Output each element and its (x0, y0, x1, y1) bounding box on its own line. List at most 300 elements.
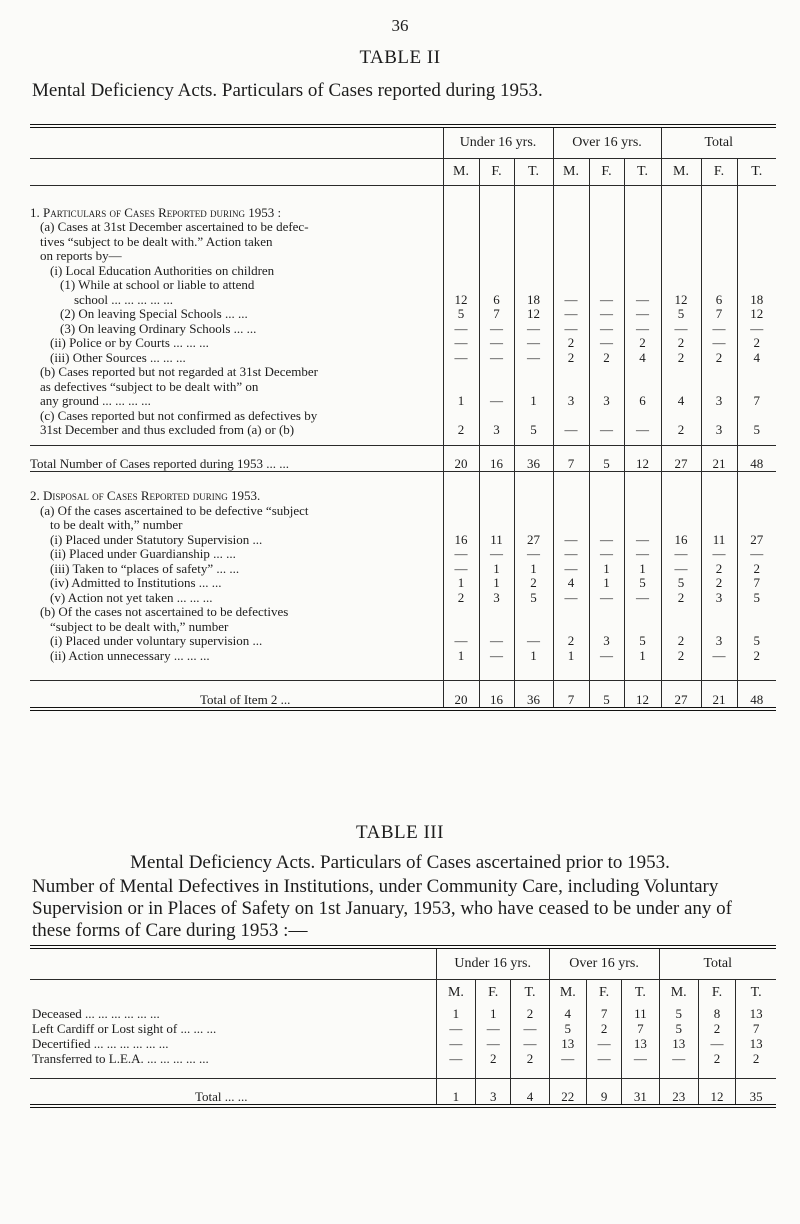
table-cell: 12 (624, 445, 661, 471)
group-header-under-16: Under 16 yrs. (436, 947, 549, 980)
table-ii (30, 124, 776, 711)
table-cell (443, 365, 479, 380)
column-header: T. (737, 159, 776, 186)
table-row (30, 634, 776, 649)
table-cell: 13 (659, 1036, 698, 1051)
table-cell (514, 278, 553, 293)
table-cell: 5 (514, 590, 553, 605)
table-cell: 3 (589, 394, 624, 409)
table-row (30, 263, 776, 278)
table-cell: 5 (661, 576, 701, 591)
table-cell: 7 (737, 576, 776, 591)
table-cell (661, 278, 701, 293)
table-cell: 5 (624, 634, 661, 649)
table-cell: 1 (514, 648, 553, 663)
table-cell: 5 (737, 590, 776, 605)
table-cell: 31 (622, 1078, 659, 1106)
table-cell: 5 (624, 576, 661, 591)
table-row (30, 648, 776, 663)
column-header: F. (701, 159, 737, 186)
table-cell: 2 (443, 590, 479, 605)
table-cell: 1 (443, 648, 479, 663)
table-cell: — (589, 336, 624, 351)
table-cell: 12 (514, 307, 553, 322)
column-header: F. (476, 980, 511, 1007)
group-header-total: Total (661, 126, 776, 159)
table-cell: 1 (514, 394, 553, 409)
table-cell (479, 192, 514, 220)
table-cell: — (698, 1036, 735, 1051)
table-cell: 1 (436, 1078, 475, 1106)
table-cell: — (443, 350, 479, 365)
table-cell: 1 (514, 561, 553, 576)
table-cell (589, 483, 624, 503)
table-cell (443, 483, 479, 503)
row-label: as defectives “subject to be dealt with” on (40, 378, 259, 394)
table-cell: — (624, 321, 661, 336)
table-cell: — (624, 292, 661, 307)
table-cell: 2 (661, 634, 701, 649)
table-cell: 6 (624, 394, 661, 409)
table-cell (553, 379, 589, 394)
table-cell: — (701, 336, 737, 351)
table-cell (479, 605, 514, 620)
table-cell (624, 408, 661, 423)
table-cell: 4 (737, 350, 776, 365)
table-cell: 21 (701, 681, 737, 709)
spacer-row (30, 1066, 776, 1078)
table-cell: 1 (589, 576, 624, 591)
table-cell (514, 503, 553, 518)
table-cell (553, 234, 589, 249)
table-cell (553, 263, 589, 278)
table-cell: 1 (443, 576, 479, 591)
column-header: M. (443, 159, 479, 186)
table-cell: — (553, 532, 589, 547)
column-header: M. (549, 980, 586, 1007)
table-cell (479, 263, 514, 278)
table-cell: 1 (589, 561, 624, 576)
table-cell (589, 278, 624, 293)
table-cell (624, 518, 661, 533)
spacer-row (30, 471, 776, 483)
table-cell (661, 249, 701, 264)
table-ii-title: TABLE II (359, 47, 441, 68)
table-cell: — (514, 336, 553, 351)
table-cell: 13 (736, 1036, 776, 1051)
table-cell: — (661, 321, 701, 336)
table-cell: 2 (736, 1051, 776, 1066)
table-cell: 2 (511, 1051, 549, 1066)
table-cell (443, 605, 479, 620)
table-cell: 4 (549, 1006, 586, 1021)
table-cell (737, 220, 776, 235)
table-cell: 16 (479, 445, 514, 471)
table-cell: — (443, 321, 479, 336)
table-cell: — (624, 307, 661, 322)
table-cell (479, 408, 514, 423)
total-row (30, 445, 776, 471)
table-cell: 5 (659, 1006, 698, 1021)
table-cell: 13 (622, 1036, 659, 1051)
table-cell: 3 (553, 394, 589, 409)
row-label: 31st December and thus excluded from (a) or (b) (40, 422, 295, 437)
table-cell: 6 (479, 292, 514, 307)
table-cell: 2 (698, 1051, 735, 1066)
table-cell (737, 249, 776, 264)
table-row (30, 590, 776, 605)
table-row (30, 576, 776, 591)
table-cell: 2 (661, 423, 701, 438)
table-row (30, 1051, 776, 1066)
column-header: F. (698, 980, 735, 1007)
table-cell (553, 192, 589, 220)
row-label: (v) Action not yet taken ... ... ... (50, 589, 213, 605)
table-row (30, 619, 776, 634)
table-cell (514, 619, 553, 634)
table-iii-subtitle-body: Number of Mental Defectives in Institutions, under Community Care, including Voluntary Supervision or in Places of Safety on 1st January, 1953, who have ceased to be under any of these forms of Care during 1953 :— (32, 876, 733, 941)
total-row (30, 681, 776, 709)
row-label: (i) Placed under Statutory Supervision ... (50, 531, 263, 547)
table-cell: 2 (701, 350, 737, 365)
table-cell (514, 192, 553, 220)
table-cell: — (514, 350, 553, 365)
table-cell: 36 (514, 445, 553, 471)
table-cell (589, 192, 624, 220)
table-cell: 5 (549, 1021, 586, 1036)
table-cell (661, 619, 701, 634)
table-cell: 4 (661, 394, 701, 409)
table-cell: 21 (701, 445, 737, 471)
table-cell (514, 249, 553, 264)
table-cell: — (553, 307, 589, 322)
table-cell: 4 (511, 1078, 549, 1106)
table-cell (553, 483, 589, 503)
table-cell (737, 619, 776, 634)
table-cell: — (589, 307, 624, 322)
table-cell (661, 408, 701, 423)
group-header-total: Total (659, 947, 776, 980)
column-header: F. (589, 159, 624, 186)
table-cell: 2 (624, 336, 661, 351)
table-cell: 9 (586, 1078, 621, 1106)
row-label: (ii) Placed under Guardianship ... ... (50, 546, 236, 561)
table-cell: — (476, 1036, 511, 1051)
table-cell (624, 278, 661, 293)
table-cell: 7 (553, 681, 589, 709)
table-cell (701, 249, 737, 264)
table-cell (737, 192, 776, 220)
table-cell (661, 192, 701, 220)
table-cell: — (659, 1051, 698, 1066)
table-row (30, 365, 776, 380)
total-row (30, 1078, 776, 1106)
table-cell (514, 408, 553, 423)
table-cell: 2 (661, 350, 701, 365)
table-cell: — (479, 634, 514, 649)
table-row (30, 234, 776, 249)
row-label: Total of Item 2 ... (30, 681, 443, 709)
table-cell (479, 518, 514, 533)
table-cell: — (443, 547, 479, 562)
table-cell: 3 (479, 423, 514, 438)
table-cell (737, 278, 776, 293)
table-cell (589, 503, 624, 518)
table-cell: 12 (737, 307, 776, 322)
table-row (30, 292, 776, 307)
row-label: (iii) Taken to “places of safety” ... ... (50, 560, 240, 576)
header-blank (30, 980, 436, 1007)
column-header: F. (479, 159, 514, 186)
table-cell: 7 (586, 1006, 621, 1021)
table-cell (701, 619, 737, 634)
row-label: (3) On leaving Ordinary Schools ... ... (60, 320, 257, 336)
table-row (30, 394, 776, 409)
table-row (30, 321, 776, 336)
row-label: tives “subject to be dealt with.” Action taken (40, 233, 273, 249)
table-cell: — (589, 321, 624, 336)
table-cell (737, 263, 776, 278)
table-cell: 1 (436, 1006, 475, 1021)
table-cell (624, 234, 661, 249)
table-cell (553, 220, 589, 235)
table-cell: 2 (586, 1021, 621, 1036)
table-cell (624, 503, 661, 518)
page-number: 36 (391, 16, 409, 35)
row-label: (b) Of the cases not ascertained to be defectives (40, 604, 289, 619)
table-cell (479, 379, 514, 394)
table-cell: 27 (661, 681, 701, 709)
table-cell (479, 220, 514, 235)
spacer-row (30, 437, 776, 445)
row-label: Total Number of Cases reported during 1953 ... ... (30, 445, 443, 471)
table-row (30, 350, 776, 365)
table-cell (514, 234, 553, 249)
table-cell (737, 605, 776, 620)
table-cell: 48 (737, 445, 776, 471)
table-cell (589, 220, 624, 235)
table-cell: 13 (736, 1006, 776, 1021)
section-heading-row (30, 192, 776, 220)
table-cell (624, 365, 661, 380)
table-cell: 2 (589, 350, 624, 365)
column-header: M. (553, 159, 589, 186)
table-row (30, 423, 776, 438)
table-row (30, 532, 776, 547)
table-cell: 20 (443, 445, 479, 471)
table-row (30, 220, 776, 235)
table-cell: 7 (736, 1021, 776, 1036)
table-cell: 23 (659, 1078, 698, 1106)
table-cell: — (553, 590, 589, 605)
table-cell: 12 (443, 292, 479, 307)
table-cell: 2 (698, 1021, 735, 1036)
section-heading: 2. Disposal of Cases Reported during 1953. (30, 488, 261, 503)
table-cell (514, 365, 553, 380)
table-cell: 1 (624, 561, 661, 576)
table-cell (624, 379, 661, 394)
row-label: (c) Cases reported but not confirmed as defectives by (40, 407, 318, 423)
table-cell (553, 408, 589, 423)
table-cell: — (476, 1021, 511, 1036)
table-cell: — (549, 1051, 586, 1066)
table-cell: 2 (443, 423, 479, 438)
table-cell (661, 605, 701, 620)
table-cell: — (443, 561, 479, 576)
table-cell: 27 (514, 532, 553, 547)
table-cell (661, 518, 701, 533)
table-cell: 5 (514, 423, 553, 438)
table-cell: — (624, 590, 661, 605)
row-label: “subject to be dealt with,” number (50, 618, 229, 634)
table-cell: — (436, 1021, 475, 1036)
table-cell (589, 234, 624, 249)
table-cell: 3 (701, 590, 737, 605)
row-label: school ... ... ... ... ... (74, 291, 173, 307)
table-cell (553, 518, 589, 533)
table-cell: 11 (479, 532, 514, 547)
table-cell: 7 (479, 307, 514, 322)
table-cell: — (737, 547, 776, 562)
table-cell: — (514, 634, 553, 649)
table-cell: 3 (701, 394, 737, 409)
table-cell: 2 (661, 648, 701, 663)
table-iii (30, 945, 776, 1108)
table-cell (443, 619, 479, 634)
table-cell: — (553, 292, 589, 307)
table-cell: 2 (701, 576, 737, 591)
table-cell (701, 605, 737, 620)
group-header-over-16: Over 16 yrs. (549, 947, 659, 980)
table-cell: 11 (701, 532, 737, 547)
table-cell: 7 (553, 445, 589, 471)
table-cell: — (586, 1036, 621, 1051)
table-row (30, 518, 776, 533)
table-cell: — (589, 292, 624, 307)
table-cell: 11 (622, 1006, 659, 1021)
table-cell: 1 (476, 1006, 511, 1021)
table-cell (701, 192, 737, 220)
table-cell: — (553, 321, 589, 336)
row-label: (b) Cases reported but not regarded at 31st December (40, 364, 318, 379)
table-cell: — (436, 1036, 475, 1051)
column-header: T. (511, 980, 549, 1007)
table-cell (624, 249, 661, 264)
table-cell: 27 (661, 445, 701, 471)
table-cell (589, 408, 624, 423)
table-cell (737, 234, 776, 249)
table-cell (701, 518, 737, 533)
table-cell: 3 (589, 634, 624, 649)
table-cell: — (553, 561, 589, 576)
table-cell (737, 365, 776, 380)
table-cell: — (661, 547, 701, 562)
table-cell (624, 263, 661, 278)
table-cell (553, 278, 589, 293)
row-label: Decertified ... ... ... ... ... ... (32, 1036, 169, 1051)
table-cell: 36 (514, 681, 553, 709)
table-cell: — (622, 1051, 659, 1066)
table-cell: — (586, 1051, 621, 1066)
table-cell: 2 (737, 336, 776, 351)
table-cell (443, 408, 479, 423)
table-cell: — (443, 634, 479, 649)
header-blank (30, 159, 443, 186)
table-cell: 1 (443, 394, 479, 409)
table-cell: 2 (553, 634, 589, 649)
table-cell: 18 (514, 292, 553, 307)
row-label: (ii) Action unnecessary ... ... ... (50, 647, 210, 663)
table-row (30, 547, 776, 562)
table-cell: 8 (698, 1006, 735, 1021)
row-label: (iii) Other Sources ... ... ... (50, 349, 186, 365)
table-cell: — (479, 648, 514, 663)
table-cell (479, 278, 514, 293)
table-cell (443, 278, 479, 293)
row-label: (a) Cases at 31st December ascertained to be defec- (40, 219, 309, 234)
table-cell: — (511, 1021, 549, 1036)
table-iii-subtitle-line1: Mental Deficiency Acts. Particulars of Cases ascertained prior to 1953. (130, 852, 670, 873)
table-cell: 16 (479, 681, 514, 709)
table-cell: 48 (737, 681, 776, 709)
table-cell (701, 365, 737, 380)
table-cell: 12 (624, 681, 661, 709)
table-cell: — (553, 423, 589, 438)
table-cell (624, 483, 661, 503)
row-label: (iv) Admitted to Institutions ... ... (50, 575, 222, 590)
table-cell: — (511, 1036, 549, 1051)
table-cell (589, 263, 624, 278)
column-header: T. (624, 159, 661, 186)
table-cell (701, 483, 737, 503)
table-cell: 7 (622, 1021, 659, 1036)
column-header: M. (659, 980, 698, 1007)
table-cell (553, 605, 589, 620)
table-cell: 20 (443, 681, 479, 709)
section-heading: 1. Particulars of Cases Reported during 1953 : (30, 204, 282, 220)
table-cell: 5 (589, 681, 624, 709)
table-cell: 5 (659, 1021, 698, 1036)
table-cell (589, 379, 624, 394)
table-cell: 1 (624, 648, 661, 663)
table-cell (514, 379, 553, 394)
table-cell (514, 263, 553, 278)
table-cell: 27 (737, 532, 776, 547)
row-label: any ground ... ... ... ... (40, 393, 151, 408)
table-cell: — (701, 321, 737, 336)
table-cell (701, 234, 737, 249)
table-cell: — (553, 547, 589, 562)
table-cell (443, 518, 479, 533)
table-cell: 2 (511, 1006, 549, 1021)
row-label: Left Cardiff or Lost sight of ... ... ... (32, 1021, 217, 1036)
table-cell (553, 249, 589, 264)
table-row (30, 1036, 776, 1051)
table-iii-title: TABLE III (356, 822, 444, 843)
table-cell: 1 (479, 561, 514, 576)
row-label: to be dealt with,” number (50, 517, 183, 532)
table-row (30, 249, 776, 264)
table-cell: 1 (479, 576, 514, 591)
table-cell: — (589, 423, 624, 438)
table-cell: — (589, 648, 624, 663)
table-cell: 5 (737, 423, 776, 438)
table-cell: 3 (701, 634, 737, 649)
table-cell: — (589, 532, 624, 547)
group-header-over-16: Over 16 yrs. (553, 126, 661, 159)
row-label: Deceased ... ... ... ... ... ... (32, 1006, 160, 1021)
table-cell: 4 (624, 350, 661, 365)
